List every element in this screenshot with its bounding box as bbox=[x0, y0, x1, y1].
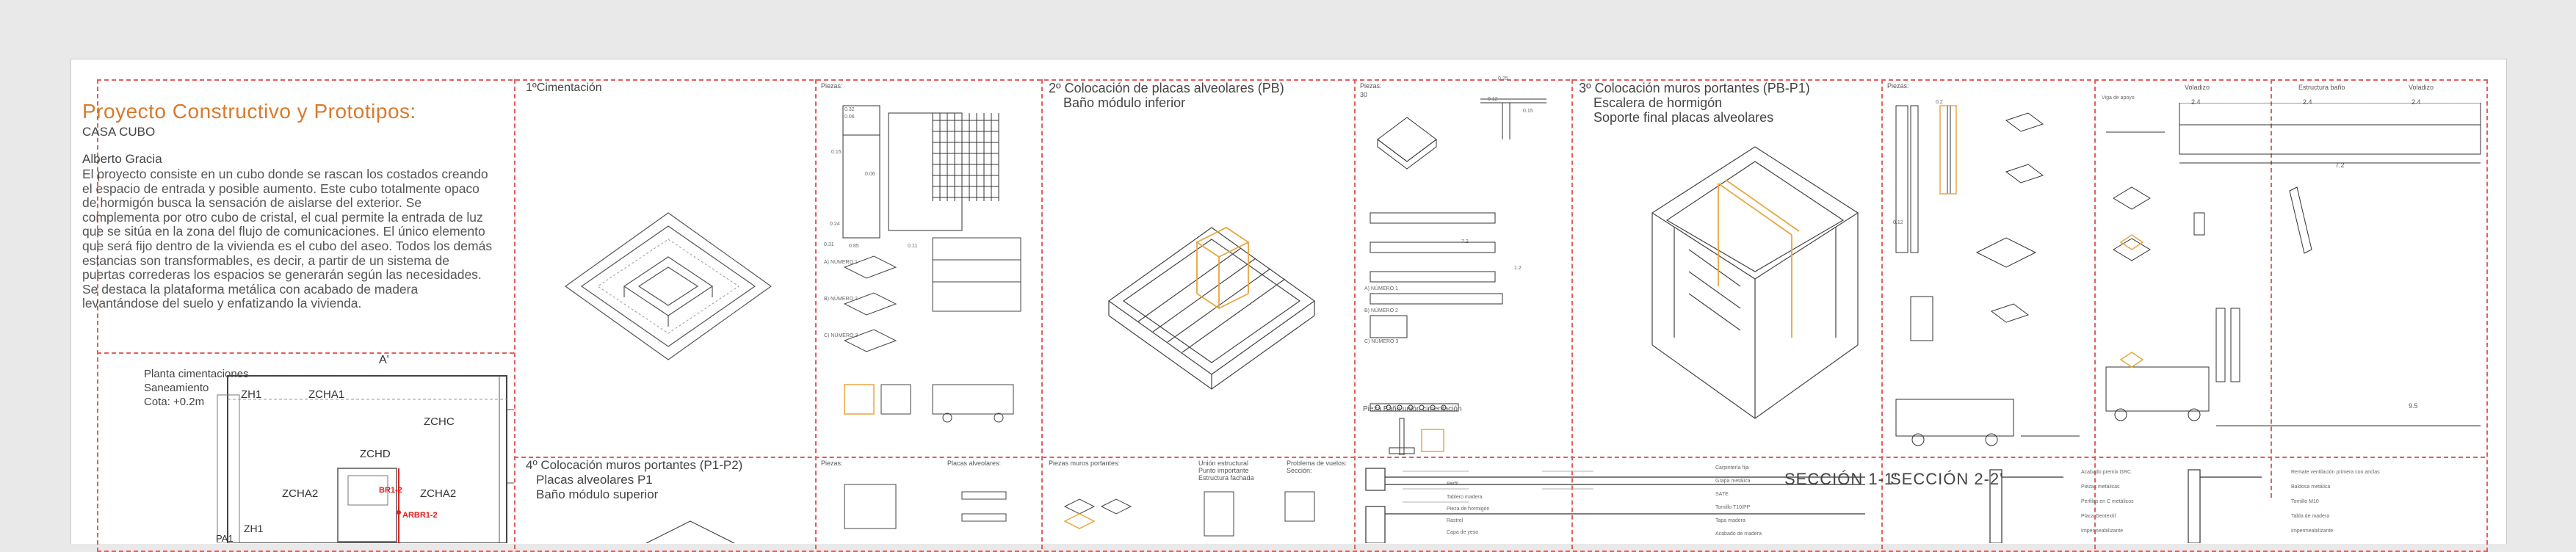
plan-label-zcha2-left: ZCHA2 bbox=[282, 487, 319, 500]
section-2-2-label: SECCIÓN 2-2' bbox=[1890, 470, 2004, 488]
baño-union-label: Pieza Baño unión cimentación bbox=[1363, 405, 1462, 413]
legend-right2-2: Baldosa metálica bbox=[2291, 484, 2331, 490]
legend-right2-4: Tabla de madera bbox=[2291, 514, 2330, 519]
plan-label-zcha1: ZCHA1 bbox=[308, 388, 345, 401]
legend-right-1: Acabado premix GRC bbox=[2081, 470, 2132, 475]
dim-5: 0.24 bbox=[830, 222, 840, 227]
plan-subtitle: Saneamiento bbox=[144, 382, 209, 394]
col2-dim-72: 7.2 bbox=[1461, 239, 1469, 244]
plan-title: Planta cimentaciones bbox=[144, 368, 249, 380]
dim-95: 9.5 bbox=[2409, 402, 2418, 410]
bottom-placas-label: Placas alveolares: bbox=[947, 460, 1002, 467]
plan-label-zcha2-right: ZCHA2 bbox=[420, 487, 457, 500]
dim-3: 0.15 bbox=[831, 150, 842, 155]
detail-column-4 bbox=[2099, 103, 2485, 455]
col2-dim-3: 0.15 bbox=[1523, 109, 1533, 114]
legend-right-3: Perfiles en C metálicos bbox=[2081, 499, 2134, 504]
estructura-label: Estructura fachada bbox=[1198, 474, 1254, 482]
dim-24-a: 2.4 bbox=[2191, 98, 2201, 106]
slab-isometric bbox=[1101, 213, 1322, 404]
col3-dim-2: 0.12 bbox=[1893, 220, 1903, 225]
col2-dim-2: 0.12 bbox=[1488, 97, 1498, 102]
legend-mid-2: Grapa metálica bbox=[1715, 479, 1751, 484]
section-4-line-2: Placas alveolares P1 bbox=[536, 473, 653, 487]
plan-level: Cota: +0.2m bbox=[144, 396, 205, 408]
section-4-title bbox=[526, 458, 742, 502]
col2-numero3: C) NÚMERO 3 bbox=[1364, 339, 1399, 344]
plan-red-label-1: BR1-2 bbox=[379, 486, 402, 495]
section-2-line-1: 2º Colocación de placas alveolares (PB) bbox=[1049, 81, 1284, 95]
legend-left-4: Rastrel bbox=[1447, 518, 1464, 523]
seccion-label: Sección: bbox=[1287, 467, 1312, 474]
section-3-line-2: Escalera de hormigón bbox=[1593, 95, 1723, 110]
divider-2 bbox=[815, 79, 817, 549]
dim-7: 0.85 bbox=[849, 244, 859, 249]
union-label: Unión estructural bbox=[1198, 460, 1249, 467]
bottom-piezas-label: Piezas: bbox=[821, 460, 843, 467]
section-3-line-3: Soporte final placas alveolares bbox=[1593, 110, 1774, 125]
foundation-isometric bbox=[558, 206, 778, 374]
plan-label-zh1-bottom: ZH1 bbox=[244, 523, 264, 534]
project-title: Proyecto Constructivo y Prototipos: bbox=[82, 100, 416, 123]
legend-left-3: Pieza de hormigón bbox=[1447, 506, 1490, 512]
dim-2: 0.06 bbox=[844, 115, 855, 120]
bottom-details bbox=[822, 477, 1336, 543]
dim-24-b: 2.4 bbox=[2303, 98, 2312, 106]
detail-column-2 bbox=[1363, 95, 1569, 455]
legend-left-2: Tablero madera bbox=[1447, 495, 1483, 500]
legend-right-5: Impermeabilizante bbox=[2081, 529, 2124, 534]
hdivider-plan bbox=[97, 352, 514, 354]
plan-label-zchd: ZCHD bbox=[360, 448, 391, 460]
legend-mid-6: Acabado de madera bbox=[1715, 531, 1762, 537]
hdivider-bottom bbox=[514, 457, 2485, 458]
numero2-label: B) NÚMERO 2 bbox=[824, 297, 858, 302]
section-2-title bbox=[1049, 81, 1284, 110]
plan-red-label-2: ARBR1-2 bbox=[402, 511, 438, 520]
walls-p1-isometric bbox=[632, 514, 749, 543]
detail-column-1 bbox=[822, 91, 1035, 443]
legend-left-1: Perfil bbox=[1447, 482, 1458, 487]
plan-label-zh1: ZH1 bbox=[241, 388, 262, 401]
plan-label-pa1: PA1 bbox=[216, 533, 234, 544]
legend-left-5: Capa de yeso bbox=[1447, 530, 1479, 535]
legend-mid-3: SATE bbox=[1715, 492, 1729, 497]
legend-right2-3: Tornillo M10 bbox=[2291, 499, 2319, 504]
section-4-line-3: Baño módulo superior bbox=[536, 487, 659, 501]
divider-4 bbox=[1354, 79, 1356, 549]
problema-label: Problema de vuelos: bbox=[1287, 460, 1347, 467]
project-description: El proyecto consiste en un cubo donde se rascan los costados creando el espacio de entrada y posible aumento. Este cubo totalmente opaco de hormigón busca la sensación de aislarse del exterior. Se complementa por otro cubo de cristal, el cual permite la entrada de luz que se sitúa en la zona del flujo de comunicaciones. El único elemento que será fijo dentro de la vivienda es el cubo del aseo. Todos los demás estancias son transformables, es decir, a partir de un sistema de puertas correderas los espacios se generarán según las necesidades. Se destaca la plataforma metálica con acabado de madera levantándose del suelo y enfatizando la vivienda. bbox=[82, 167, 493, 311]
walls-isometric bbox=[1645, 139, 1865, 448]
col3-dim-1: 0.2 bbox=[1936, 100, 1943, 105]
piezas-label-3: Piezas: bbox=[1887, 82, 1909, 90]
bottom-muros-label: Piezas muros portantes: bbox=[1049, 460, 1121, 467]
legend-right2-5: Impermeabilizante bbox=[2291, 529, 2334, 534]
dim-72-b: 7.2 bbox=[2335, 161, 2345, 169]
numero3-label: C) NÚMERO 3 bbox=[824, 333, 858, 338]
voladizo-label-2: Voladizo bbox=[2409, 84, 2434, 91]
col2-numero2: B) NÚMERO 2 bbox=[1364, 308, 1398, 313]
piezas-count: 30 bbox=[1360, 91, 1368, 98]
legend-right-4: Placa Geotextil bbox=[2081, 514, 2116, 519]
dim-6: 0.31 bbox=[824, 242, 834, 247]
dim-4: 0.06 bbox=[865, 172, 875, 177]
estructura-bano-label: Estructura baño bbox=[2298, 84, 2345, 91]
piezas-label-2: Piezas: bbox=[1360, 82, 1382, 90]
piezas-label-1: Piezas: bbox=[821, 82, 843, 90]
legend-mid-1: Carpintería fija bbox=[1715, 465, 1749, 471]
section-3-line-1: 3º Colocación muros portantes (PB-P1) bbox=[1579, 81, 1810, 95]
legend-right2-1: Remate ventilación primera con anclas bbox=[2291, 470, 2380, 475]
dim-24-c: 2.4 bbox=[2412, 98, 2421, 106]
punto-label: Punto importante bbox=[1198, 467, 1249, 474]
project-subtitle: CASA CUBO bbox=[82, 125, 156, 139]
plan-label-zchc: ZCHC bbox=[424, 415, 455, 428]
dim-8: 0.11 bbox=[908, 244, 918, 249]
section-1-title: 1ºCimentación bbox=[526, 81, 602, 94]
section-1-1-label: SECCIÓN 1-1' bbox=[1784, 470, 1898, 488]
legend-right-2: Piezas metálicas bbox=[2081, 484, 2120, 490]
col2-numero1: A) NÚMERO 1 bbox=[1364, 286, 1398, 291]
plan-axis-label: A' bbox=[379, 354, 389, 366]
legend-mid-4: Tornillo T10/PP bbox=[1715, 505, 1751, 510]
detail-column-3 bbox=[1889, 91, 2094, 458]
legend-mid-5: Tapa madera bbox=[1715, 518, 1745, 523]
divider-1 bbox=[514, 79, 515, 549]
section-3-title bbox=[1579, 81, 1810, 125]
numero1-label: A) NÚMERO 1 bbox=[824, 260, 858, 265]
viga-apoyo-label: Viga de apoyo bbox=[2102, 95, 2135, 101]
section-2-line-2: Baño módulo inferior bbox=[1063, 95, 1186, 110]
project-author: Alberto Gracia bbox=[82, 152, 162, 166]
section-4-line-1: 4º Colocación muros portantes (P1-P2) bbox=[526, 458, 743, 472]
col2-dim-12: 1.2 bbox=[1514, 266, 1522, 271]
section-2-2-detail bbox=[1983, 462, 2482, 543]
dim-1: 0.32 bbox=[844, 107, 855, 112]
voladizo-label-1: Voladizo bbox=[2185, 84, 2210, 91]
col2-dim-1: 0.25 bbox=[1498, 76, 1508, 81]
